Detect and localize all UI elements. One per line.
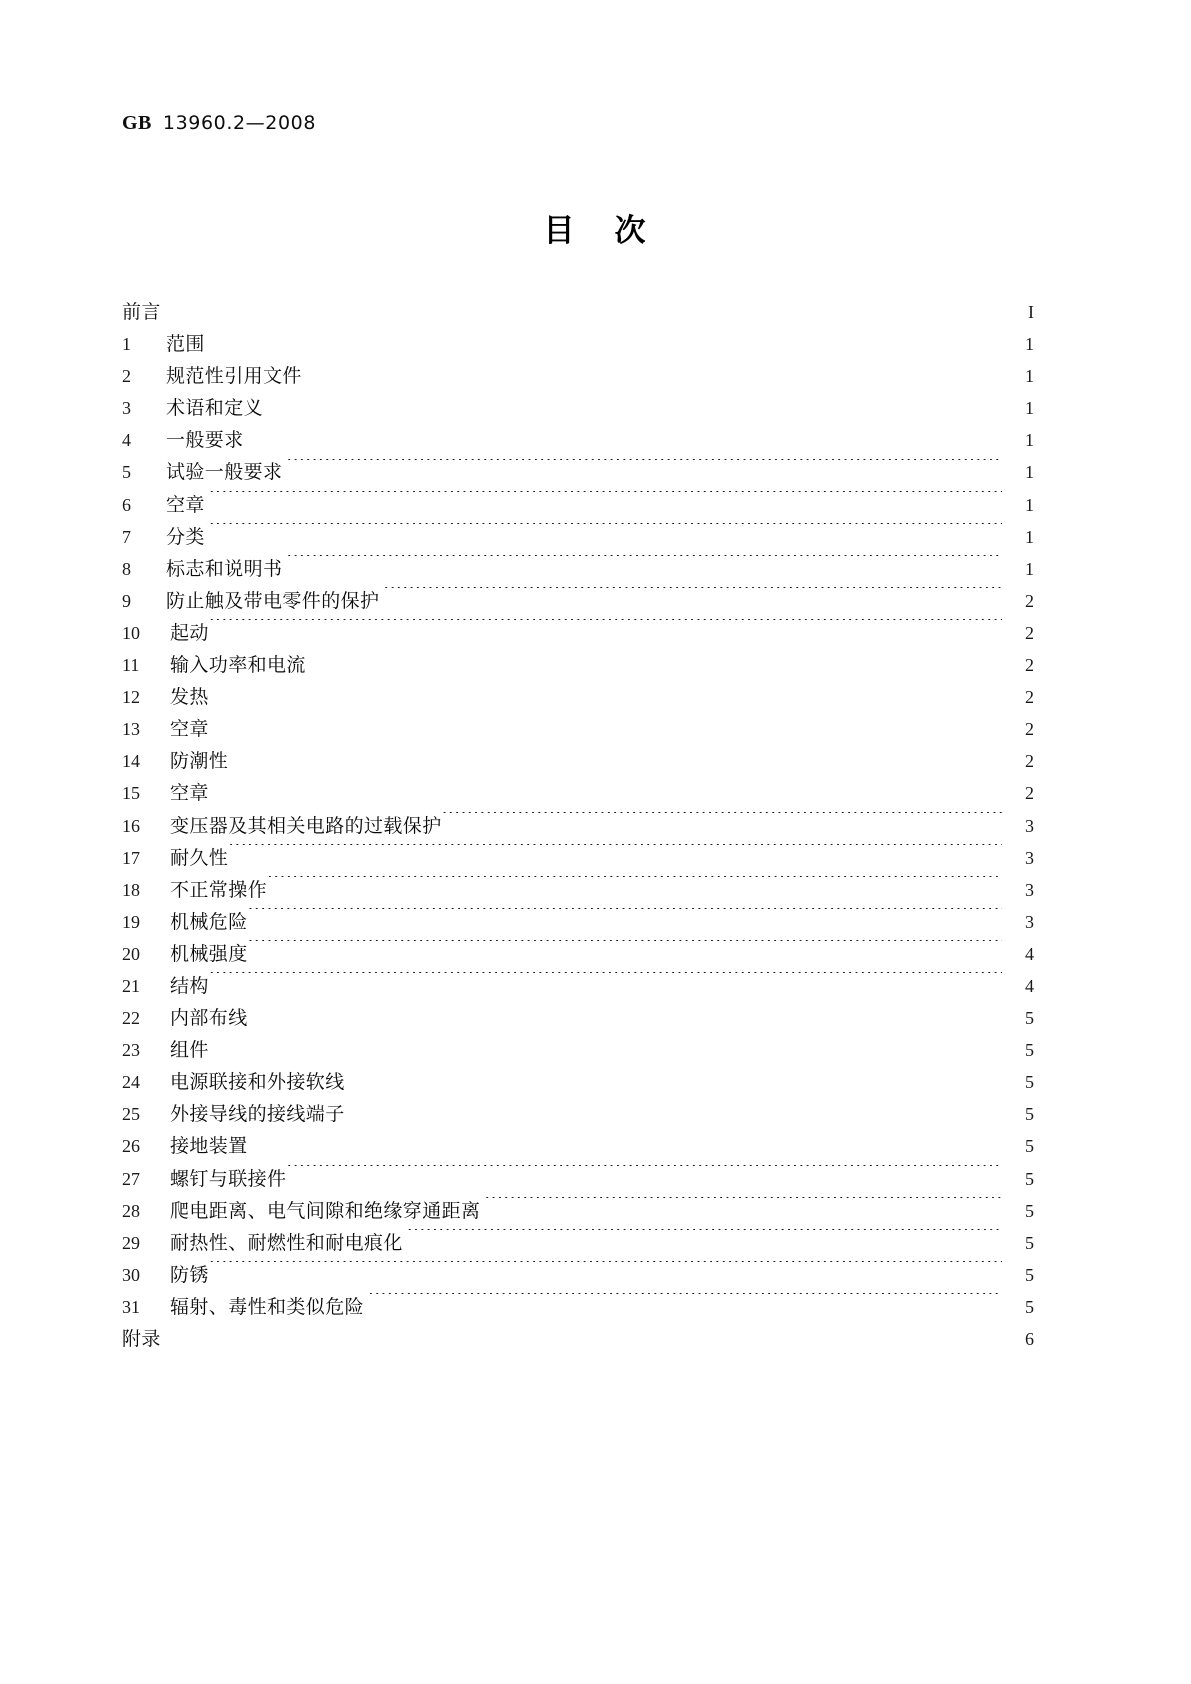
toc-leader-dots [267, 876, 1002, 896]
page-title [0, 205, 1191, 250]
standard-prefix: GB [122, 112, 152, 134]
toc-leader-dots [209, 1037, 1002, 1057]
toc-entry-number: 17 [122, 847, 140, 868]
toc-entry-number: 28 [122, 1200, 140, 1221]
toc-entry-number: 16 [122, 815, 140, 836]
toc-leader-dots [161, 1326, 1002, 1346]
toc-entry-label: 空章 [170, 782, 209, 805]
toc-entry-page-number: 5 [1025, 1168, 1034, 1189]
toc-entry[interactable] [122, 1291, 1034, 1323]
toc-entry-page-number: 5 [1025, 1136, 1034, 1157]
toc-entry[interactable] [122, 1130, 1034, 1162]
toc-entry-label: 范围 [166, 333, 205, 356]
toc-entry-label: 变压器及其相关电路的过载保护 [170, 814, 442, 837]
toc-entry[interactable] [122, 681, 1034, 713]
toc-entry-page-number: 2 [1025, 590, 1034, 611]
toc-entry-label: 耐热性、耐燃性和耐电痕化 [170, 1231, 403, 1254]
toc-entry[interactable] [122, 1227, 1034, 1259]
toc-leader-dots [209, 780, 1002, 800]
toc-leader-dots [383, 587, 1002, 607]
toc-entry-label: 机械强度 [170, 942, 248, 965]
toc-entry[interactable] [122, 842, 1034, 874]
toc-entry-number: 1 [122, 334, 131, 355]
toc-leader-dots [286, 555, 1002, 575]
toc-entry[interactable] [122, 777, 1034, 809]
toc-entry-number: 23 [122, 1040, 140, 1061]
toc-leader-dots [228, 844, 1002, 864]
toc-entry-number: 12 [122, 687, 140, 708]
toc-entry-label: 输入功率和电流 [170, 654, 306, 677]
toc-entry[interactable] [122, 1195, 1034, 1227]
toc-entry-number: 9 [122, 590, 131, 611]
toc-leader-dots [286, 1165, 1002, 1185]
toc-leader-dots [286, 459, 1002, 479]
toc-entry[interactable] [122, 1323, 1034, 1355]
toc-entry[interactable] [122, 489, 1034, 521]
toc-entry-label: 结构 [170, 974, 209, 997]
toc-leader-dots [209, 972, 1002, 992]
standard-number-header [122, 112, 316, 135]
toc-entry-page-number: 3 [1025, 911, 1034, 932]
toc-entry-label: 耐久性 [170, 846, 229, 869]
toc-entry[interactable] [122, 360, 1034, 392]
page-title-char-ci: 次 [614, 213, 648, 249]
toc-leader-dots [407, 1229, 1002, 1249]
toc-entry[interactable] [122, 713, 1034, 745]
toc-entry-page-number: 1 [1025, 366, 1034, 387]
toc-entry[interactable] [122, 906, 1034, 938]
toc-entry-page-number: 1 [1025, 526, 1034, 547]
toc-entry-label: 发热 [170, 686, 209, 709]
toc-entry-label: 电源联接和外接软线 [170, 1071, 345, 1094]
toc-entry-page-number: 1 [1025, 462, 1034, 483]
toc-leader-dots [267, 395, 1002, 415]
toc-entry-number: 7 [122, 526, 131, 547]
toc-leader-dots [209, 1261, 1002, 1281]
toc-entry-page-number: 5 [1025, 1264, 1034, 1285]
toc-entry[interactable] [122, 424, 1034, 456]
toc-entry[interactable] [122, 874, 1034, 906]
toc-entry-number: 19 [122, 911, 140, 932]
toc-entry-number: 11 [122, 655, 140, 676]
toc-leader-dots [306, 363, 1002, 383]
toc-entry-label: 附录 [122, 1328, 161, 1350]
toc-entry-label: 起动 [170, 621, 209, 644]
toc-entry-page-number: 3 [1025, 847, 1034, 868]
toc-entry-page-number: 1 [1025, 334, 1034, 355]
toc-entry-label: 分类 [166, 525, 205, 548]
toc-leader-dots [209, 491, 1002, 511]
toc-entry-page-number: 3 [1025, 879, 1034, 900]
toc-leader-dots [209, 684, 1002, 704]
toc-entry[interactable] [122, 521, 1034, 553]
toc-entry[interactable] [122, 1034, 1034, 1066]
toc-entry-label: 防潮性 [170, 750, 229, 773]
toc-entry[interactable] [122, 970, 1034, 1002]
toc-entry-number: 15 [122, 783, 140, 804]
toc-entry-page-number: 2 [1025, 687, 1034, 708]
toc-entry-page-number: 5 [1025, 1200, 1034, 1221]
toc-entry-page-number: 1 [1025, 494, 1034, 515]
toc-entry-number: 5 [122, 462, 131, 483]
toc-entry-number: 21 [122, 975, 140, 996]
toc-entry[interactable] [122, 456, 1034, 488]
toc-leader-dots [165, 299, 1002, 319]
toc-entry-page-number: 4 [1025, 943, 1034, 964]
toc-entry-number: 27 [122, 1168, 140, 1189]
toc-entry-page-number: 5 [1025, 1104, 1034, 1125]
toc-entry-page-number: I [1028, 302, 1034, 322]
toc-entry-label: 组件 [170, 1039, 209, 1062]
toc-entry-number: 30 [122, 1264, 140, 1285]
toc-leader-dots [442, 812, 1002, 832]
toc-leader-dots [248, 940, 1002, 960]
toc-entry-page-number: 1 [1025, 398, 1034, 419]
toc-entry-page-number: 1 [1025, 558, 1034, 579]
standard-designation: 13960.2—2008 [162, 112, 317, 134]
toc-entry-page-number: 3 [1025, 815, 1034, 836]
toc-entry-label: 辐射、毒性和类似危险 [170, 1295, 365, 1318]
toc-entry-label: 螺钉与联接件 [170, 1167, 287, 1190]
toc-entry-page-number: 2 [1025, 719, 1034, 740]
toc-entry-number: 31 [122, 1296, 140, 1317]
toc-entry-number: 14 [122, 751, 140, 772]
toc-entry[interactable] [122, 296, 1034, 328]
toc-entry-number: 2 [122, 366, 131, 387]
page-title-char-mu: 目 [543, 213, 577, 249]
toc-entry-number: 24 [122, 1072, 140, 1093]
toc-entry[interactable] [122, 553, 1034, 585]
toc-entry-label: 接地装置 [170, 1135, 248, 1158]
toc-entry-page-number: 5 [1025, 1040, 1034, 1061]
toc-entry-number: 3 [122, 398, 131, 419]
toc-entry-page-number: 5 [1025, 1296, 1034, 1317]
toc-entry-label: 不正常操作 [170, 878, 268, 901]
toc-entry-label: 爬电距离、电气间隙和绝缘穿通距离 [170, 1199, 481, 1222]
toc-entry-label: 空章 [166, 493, 205, 516]
toc-entry-label: 规范性引用文件 [166, 365, 302, 388]
toc-leader-dots [368, 1293, 1002, 1313]
toc-entry[interactable] [122, 1066, 1034, 1098]
toc-entry-number: 20 [122, 943, 140, 964]
toc-entry-number: 13 [122, 719, 140, 740]
toc-entry-page-number: 5 [1025, 1072, 1034, 1093]
toc-entry-number: 25 [122, 1104, 140, 1125]
toc-entry-number: 18 [122, 879, 140, 900]
toc-entry-label: 外接导线的接线端子 [170, 1103, 345, 1126]
table-of-contents [122, 296, 1034, 1355]
toc-entry[interactable] [122, 328, 1034, 360]
toc-leader-dots [209, 523, 1002, 543]
toc-entry-label: 机械危险 [170, 910, 248, 933]
toc-entry[interactable] [122, 617, 1034, 649]
toc-entry-label: 空章 [170, 718, 209, 741]
toc-entry-page-number: 5 [1025, 1232, 1034, 1253]
toc-entry-number: 8 [122, 558, 131, 579]
toc-entry-page-number: 5 [1025, 1008, 1034, 1029]
toc-entry[interactable] [122, 1002, 1034, 1034]
toc-leader-dots [209, 716, 1002, 736]
toc-leader-dots [345, 1101, 1002, 1121]
toc-leader-dots [228, 748, 1002, 768]
toc-entry-label: 标志和说明书 [166, 557, 283, 580]
toc-leader-dots [209, 331, 1002, 351]
toc-entry[interactable] [122, 1163, 1034, 1195]
toc-entry-number: 10 [122, 622, 140, 643]
toc-entry-page-number: 2 [1025, 655, 1034, 676]
toc-leader-dots [345, 1069, 1002, 1089]
toc-entry-page-number: 2 [1025, 622, 1034, 643]
toc-entry-label: 内部布线 [170, 1007, 248, 1030]
toc-leader-dots [248, 908, 1002, 928]
toc-entry-number: 6 [122, 494, 131, 515]
toc-entry[interactable] [122, 938, 1034, 970]
toc-entry[interactable] [122, 1259, 1034, 1291]
toc-entry[interactable] [122, 649, 1034, 681]
toc-entry-number: 29 [122, 1232, 140, 1253]
toc-entry-label: 术语和定义 [166, 397, 264, 420]
toc-entry-number: 4 [122, 430, 131, 451]
toc-entry-label: 防止触及带电零件的保护 [166, 589, 380, 612]
toc-entry[interactable] [122, 1098, 1034, 1130]
toc-entry-page-number: 4 [1025, 975, 1034, 996]
toc-leader-dots [248, 427, 1002, 447]
toc-entry-label: 试验一般要求 [166, 461, 283, 484]
toc-leader-dots [248, 1133, 1002, 1153]
toc-entry[interactable] [122, 810, 1034, 842]
toc-entry[interactable] [122, 585, 1034, 617]
toc-entry-page-number: 2 [1025, 751, 1034, 772]
toc-entry-number: 26 [122, 1136, 140, 1157]
toc-entry-page-number: 6 [1025, 1329, 1034, 1349]
toc-leader-dots [484, 1197, 1002, 1217]
toc-leader-dots [209, 619, 1002, 639]
toc-leader-dots [306, 652, 1002, 672]
toc-entry[interactable] [122, 745, 1034, 777]
toc-entry-label: 前言 [122, 301, 161, 323]
toc-entry-label: 防锈 [170, 1263, 209, 1286]
toc-entry-number: 22 [122, 1008, 140, 1029]
toc-leader-dots [248, 1005, 1002, 1025]
toc-entry[interactable] [122, 392, 1034, 424]
toc-entry-page-number: 1 [1025, 430, 1034, 451]
toc-entry-page-number: 2 [1025, 783, 1034, 804]
toc-entry-label: 一般要求 [166, 429, 244, 452]
